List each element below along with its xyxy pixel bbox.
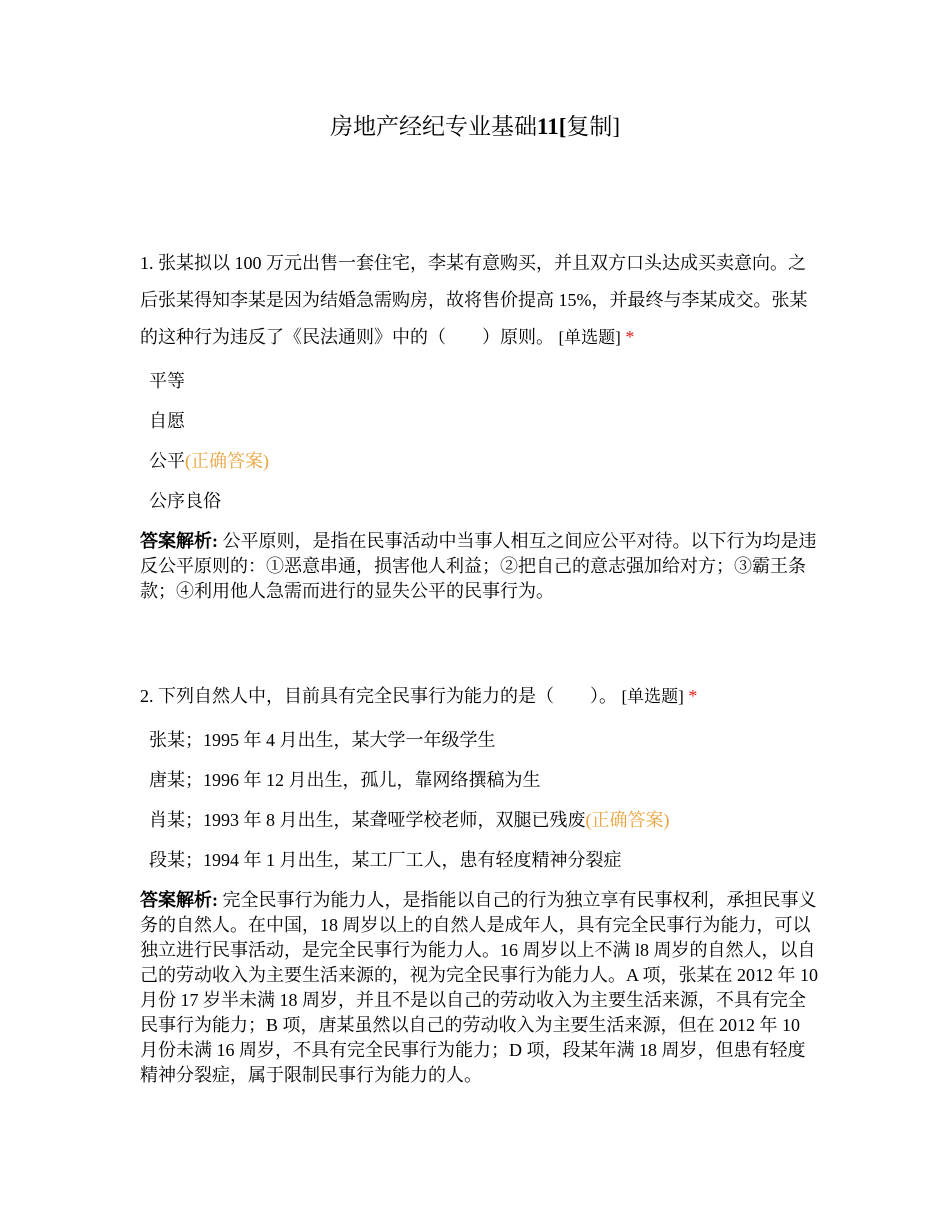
- option-b[interactable]: [149, 401, 820, 441]
- required-mark: *: [625, 327, 635, 347]
- question-type-tag: [单选题]: [558, 328, 621, 347]
- required-mark: *: [688, 686, 698, 706]
- question-stem: [140, 678, 820, 715]
- question-text: 下列自然人中，目前具有完全民事行为能力的是（ ）。: [158, 686, 617, 706]
- analysis-label: 答案解析:: [140, 890, 218, 910]
- question-text: 张某拟以 100 万元出售一套住宅，李某有意购买，并且双方口头达成买卖意向。之后张某得知李某是因为结婚急需购房，故将售价提高 15%，并最终与李某成交。张某的这种行为违反了《民法通则》中的（ ）原则。: [140, 253, 808, 347]
- option-a[interactable]: [149, 720, 820, 760]
- question-number: 2.: [140, 686, 154, 706]
- title-main: 房地产经纪专业基础: [329, 114, 537, 139]
- page-title: [0, 112, 950, 142]
- analysis-label: 答案解析:: [140, 531, 218, 551]
- title-tail: 复制]: [566, 114, 621, 139]
- question-1: [140, 245, 820, 604]
- answer-analysis: [140, 529, 820, 604]
- option-b[interactable]: [149, 760, 820, 800]
- question-2: [140, 678, 820, 1088]
- option-label: 公平: [149, 451, 185, 471]
- question-number: 1.: [140, 253, 154, 273]
- options-list: [140, 720, 820, 880]
- question-type-tag: [单选题]: [621, 687, 684, 706]
- correct-answer-mark: (正确答案): [185, 451, 269, 471]
- option-c[interactable]: [149, 800, 820, 840]
- option-label: 自愿: [149, 411, 185, 431]
- question-stem: [140, 245, 820, 356]
- analysis-text: 公平原则，是指在民事活动中当事人相互之间应公平对待。以下行为均是违反公平原则的：①恶意串通，损害他人利益；②把自己的意志强加给对方；③霸王条款；④利用他人急需而进行的显失公平的民事行为。: [140, 531, 817, 601]
- option-label: 公序良俗: [149, 491, 221, 511]
- analysis-text: 完全民事行为能力人，是指能以自己的行为独立享有民事权利，承担民事义务的自然人。在中国，18 周岁以上的自然人是成年人，具有完全民事行为能力，可以独立进行民事活动，是完全民事行为能力人。16 周岁以上不满 l8 周岁的自然人，以自己的劳动收入为主要生活来源的，视为完全民事行为能力人。A 项，张某在 2012 年 10 月份 17 岁半未满 18 周岁，并且不是以自己的劳动收入为主要生活来源，不具有完全民事行为能力；B 项，唐某虽然以自己的劳动收入为主要生活来源，但在 2012 年 10 月份未满 16 周岁，不具有完全民事行为能力；D 项，段某年满 18 周岁，但患有轻度精神分裂症，属于限制民事行为能力的人。: [140, 890, 819, 1085]
- option-a[interactable]: [149, 361, 820, 401]
- correct-answer-mark: (正确答案): [585, 810, 670, 830]
- option-d[interactable]: [149, 840, 820, 880]
- option-label: 平等: [149, 371, 185, 391]
- option-label: 张某；1995 年 4 月出生，某大学一年级学生: [149, 730, 496, 750]
- title-number: 11[: [536, 114, 567, 139]
- option-label: 肖某；1993 年 8 月出生，某聋哑学校老师，双腿已残废: [149, 810, 586, 830]
- options-list: [140, 361, 820, 521]
- option-label: 唐某；1996 年 12 月出生，孤儿，靠网络撰稿为生: [149, 770, 541, 790]
- option-label: 段某；1994 年 1 月出生，某工厂工人，患有轻度精神分裂症: [149, 850, 622, 870]
- option-d[interactable]: [149, 481, 820, 521]
- option-c[interactable]: [149, 441, 820, 481]
- answer-analysis: [140, 888, 820, 1088]
